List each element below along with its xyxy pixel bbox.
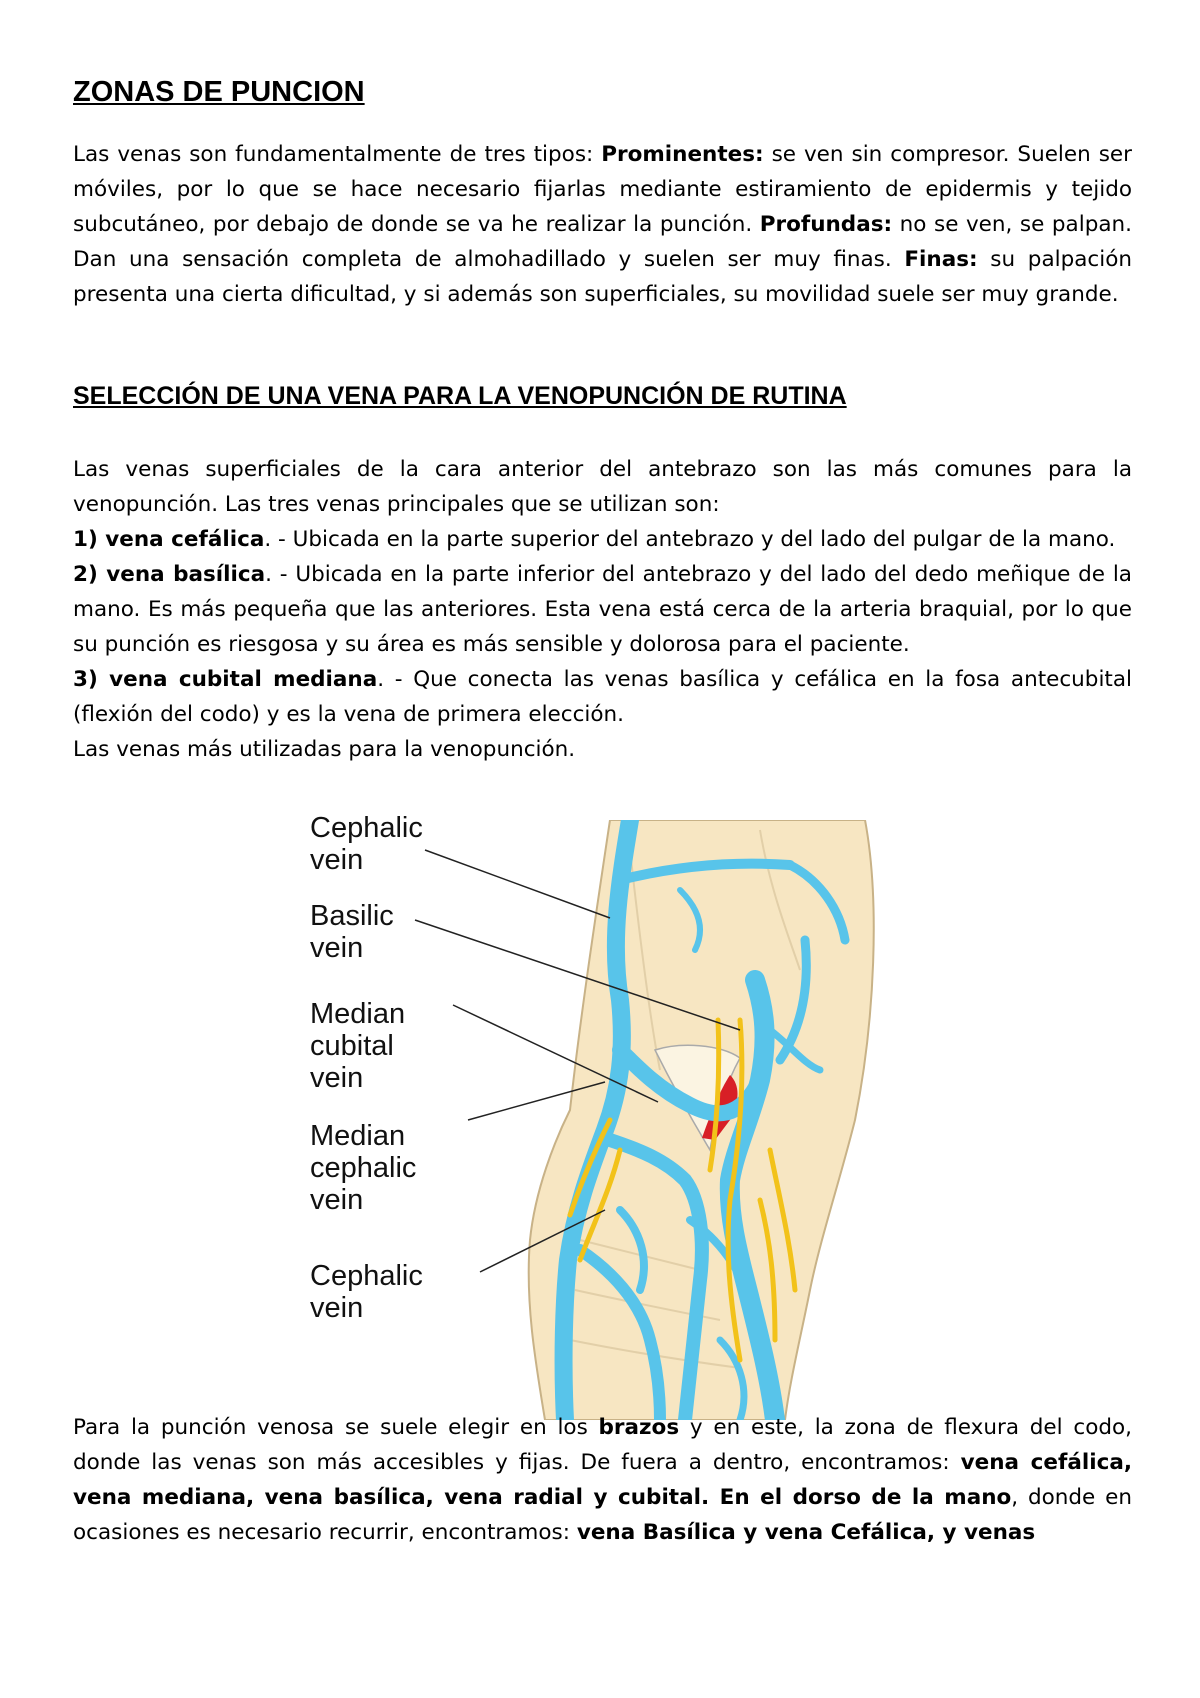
selection-lead: Las venas superficiales de la cara anterior del antebrazo son las más comunes para la venopunción. Las tres venas principales que se utilizan son:: [73, 457, 1132, 517]
item-label-basilica: 2) vena basílica: [73, 562, 266, 587]
vein-anatomy-figure: [310, 812, 910, 1420]
label-median-cubital-vein: Median cubital vein: [310, 998, 406, 1094]
closing-bold-hand-veins: vena Basílica y vena Cefálica, y venas: [576, 1520, 1036, 1545]
item-label-cubital: 3) vena cubital mediana: [73, 667, 378, 692]
closing-text-1: Para la punción venosa se suele elegir en los: [73, 1415, 599, 1440]
intro-paragraph: [73, 137, 1132, 312]
closing-bold-veins: vena cefálica, vena mediana, vena basílica, vena radial y cubital. En el dorso de la mano: [73, 1450, 1132, 1510]
list-item-cubital: [73, 662, 1132, 732]
label-basilic-vein: Basilic vein: [310, 900, 394, 964]
page-title: ZONAS DE PUNCION: [73, 76, 365, 108]
label-cephalic-vein-lower: Cephalic vein: [310, 1260, 423, 1324]
label-cephalic-vein-upper: Cephalic vein: [310, 812, 423, 876]
intro-bold-finas: Finas:: [904, 247, 978, 272]
closing-text-2: y en este, la zona de flexura del codo, donde las venas son más accesibles y fijas. De fuera a dentro, encontramos:: [73, 1415, 1132, 1475]
closing-paragraph: [73, 1410, 1132, 1550]
list-item-cefalica: [73, 522, 1132, 557]
intro-text-2: se ven sin compresor. Suelen ser móviles, por lo que se hace necesario fijarlas mediante estiramiento de epidermis y tejido subcutáneo, por debajo de donde se va he realizar la punción.: [73, 142, 1132, 237]
selection-closing: Las venas más utilizadas para la venopunción.: [73, 737, 576, 762]
item-label-cefalica: 1) vena cefálica: [73, 527, 265, 552]
closing-text-3: , donde en ocasiones es necesario recurrir, encontramos:: [73, 1485, 1132, 1545]
leader-cephalic-upper: [425, 850, 610, 918]
section-title: SELECCIÓN DE UNA VENA PARA LA VENOPUNCIÓN DE RUTINA: [73, 382, 847, 410]
item-text-cefalica: . - Ubicada en la parte superior del antebrazo y del lado del pulgar de la mano.: [264, 527, 1116, 552]
closing-bold-brazos: brazos: [598, 1415, 680, 1440]
item-text-cubital: . - Que conecta las venas basílica y cefálica en la fosa antecubital (flexión del codo) y es la vena de primera elección.: [73, 667, 1133, 727]
intro-text-1: Las venas son fundamentalmente de tres tipos:: [73, 142, 602, 167]
item-text-basilica: . - Ubicada en la parte inferior del antebrazo y del lado del dedo meñique de la mano. Es más pequeña que las anteriores. Esta vena está cerca de la arteria braquial, por lo que su punción es riesgosa y su área es más sensible y dolorosa para el paciente.: [73, 562, 1132, 657]
intro-text-4: su palpación presenta una cierta dificultad, y si además son superficiales, su movilidad suele ser muy grande.: [73, 247, 1132, 307]
list-item-basilica: [73, 557, 1132, 662]
selection-list: [73, 452, 1132, 767]
intro-text-3: no se ven, se palpan. Dan una sensación completa de almohadillado y suelen ser muy finas.: [73, 212, 1132, 272]
label-median-cephalic-vein: Median cephalic vein: [310, 1120, 417, 1216]
intro-bold-prominentes: Prominentes:: [601, 142, 764, 167]
intro-bold-profundas: Profundas:: [759, 212, 893, 237]
